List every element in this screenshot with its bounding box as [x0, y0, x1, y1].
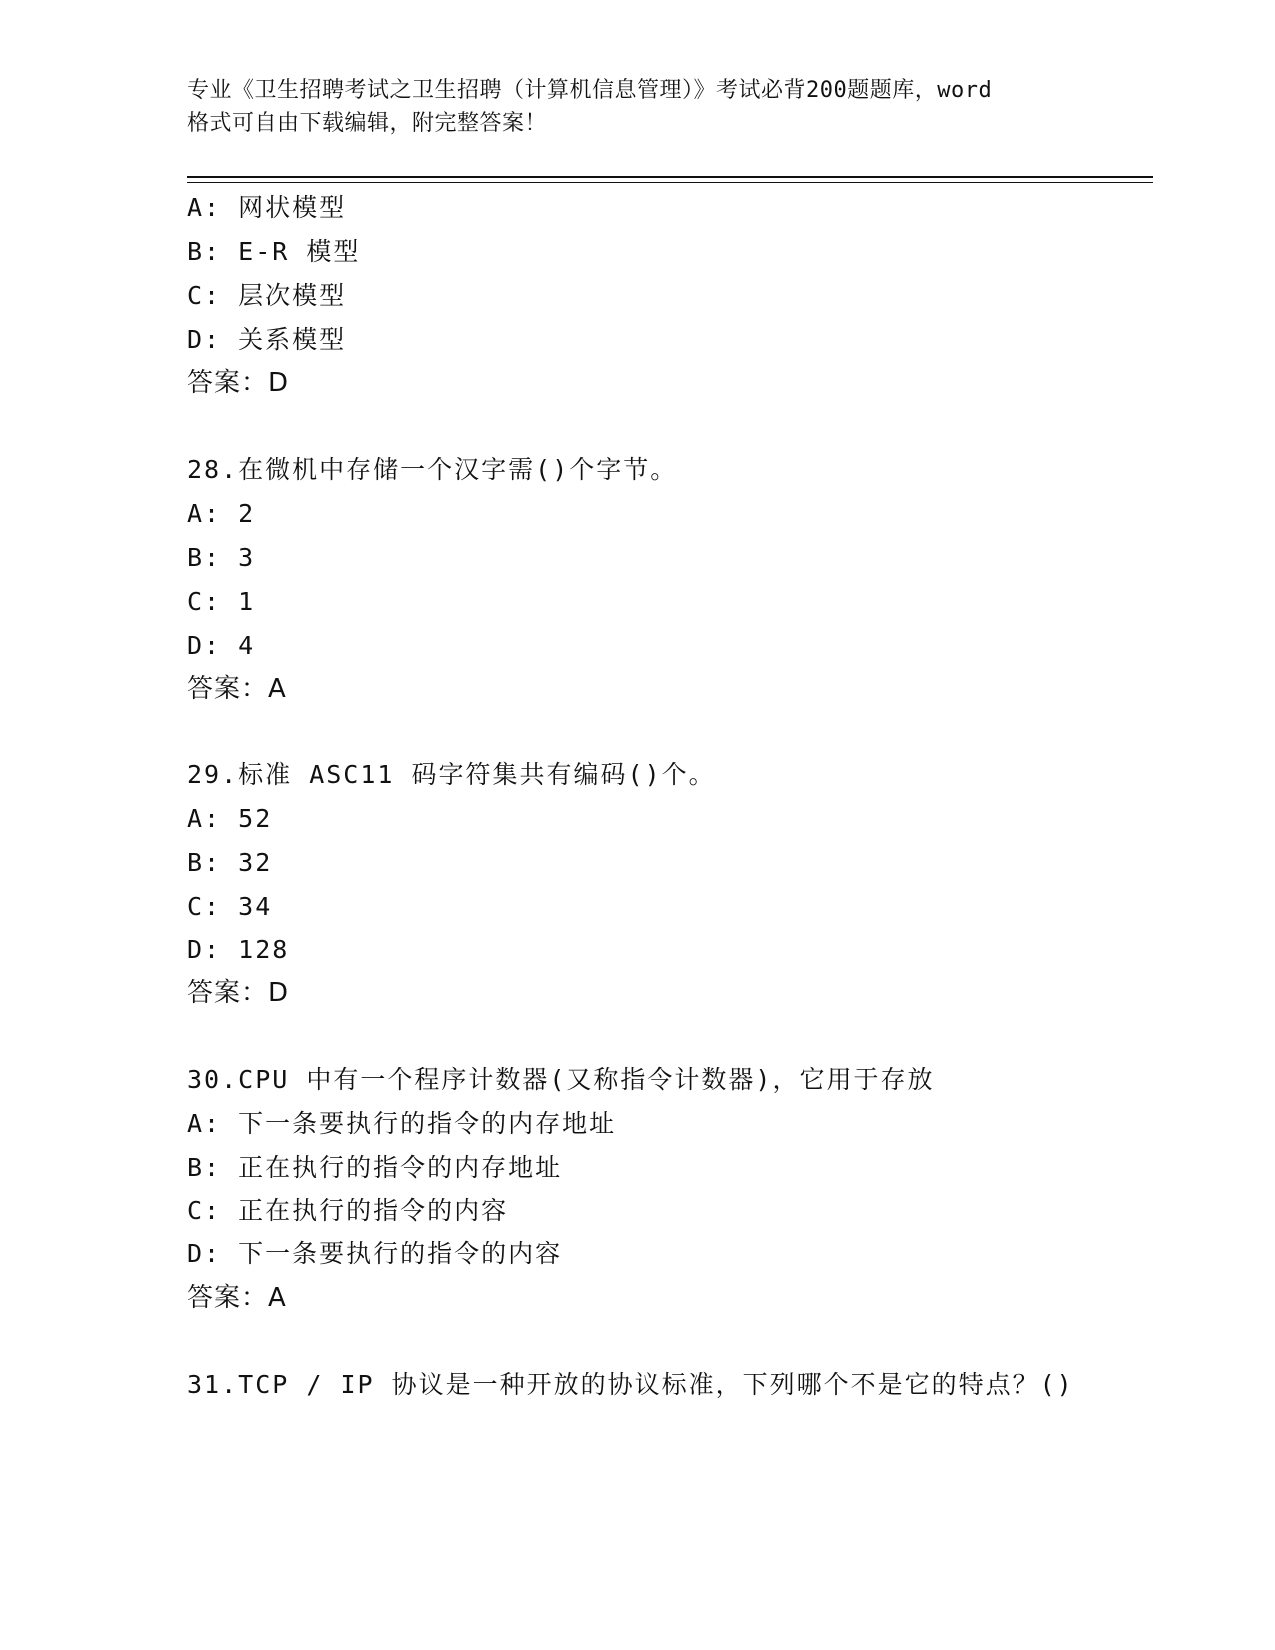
q28-option-d: D: 4: [187, 631, 256, 660]
q27-option-c: C: 层次模型: [187, 281, 347, 310]
q29-question: 29.标准 ASC11 码字符集共有编码()个。: [187, 760, 716, 789]
header-divider-thin: [187, 182, 1153, 183]
header-line-2: 格式可自由下载编辑，附完整答案！: [187, 111, 548, 136]
q29-option-a: A: 52: [187, 804, 273, 833]
q30-question: 30.CPU 中有一个程序计数器(又称指令计数器)，它用于存放: [187, 1065, 935, 1094]
q31-question: 31.TCP / IP 协议是一种开放的协议标准，下列哪个不是它的特点？(): [187, 1370, 1074, 1399]
q29-option-c: C: 34: [187, 892, 273, 921]
header-line-1: 专业《卫生招聘考试之卫生招聘（计算机信息管理）》考试必背200题题库，word: [187, 78, 993, 103]
q28-answer: 答案：A: [187, 674, 287, 704]
q28-option-c: C: 1: [187, 587, 256, 616]
q27-option-d: D: 关系模型: [187, 325, 347, 354]
q30-answer: 答案：A: [187, 1283, 287, 1313]
q30-option-a: A: 下一条要执行的指令的内存地址: [187, 1109, 617, 1138]
q28-question: 28.在微机中存储一个汉字需()个字节。: [187, 455, 678, 484]
q30-option-c: C: 正在执行的指令的内容: [187, 1196, 509, 1225]
header-divider-thick: [187, 176, 1153, 178]
q27-option-a: A: 网状模型: [187, 193, 347, 222]
q30-option-d: D: 下一条要执行的指令的内容: [187, 1239, 563, 1268]
q29-answer: 答案：D: [187, 978, 290, 1008]
q30-option-b: B: 正在执行的指令的内存地址: [187, 1153, 563, 1182]
q27-option-b: B: E-R 模型: [187, 237, 361, 266]
q29-option-d: D: 128: [187, 935, 290, 964]
q28-option-b: B: 3: [187, 543, 256, 572]
q27-answer: 答案：D: [187, 368, 290, 398]
q29-option-b: B: 32: [187, 848, 273, 877]
document-header: [187, 74, 1087, 140]
q28-option-a: A: 2: [187, 499, 256, 528]
